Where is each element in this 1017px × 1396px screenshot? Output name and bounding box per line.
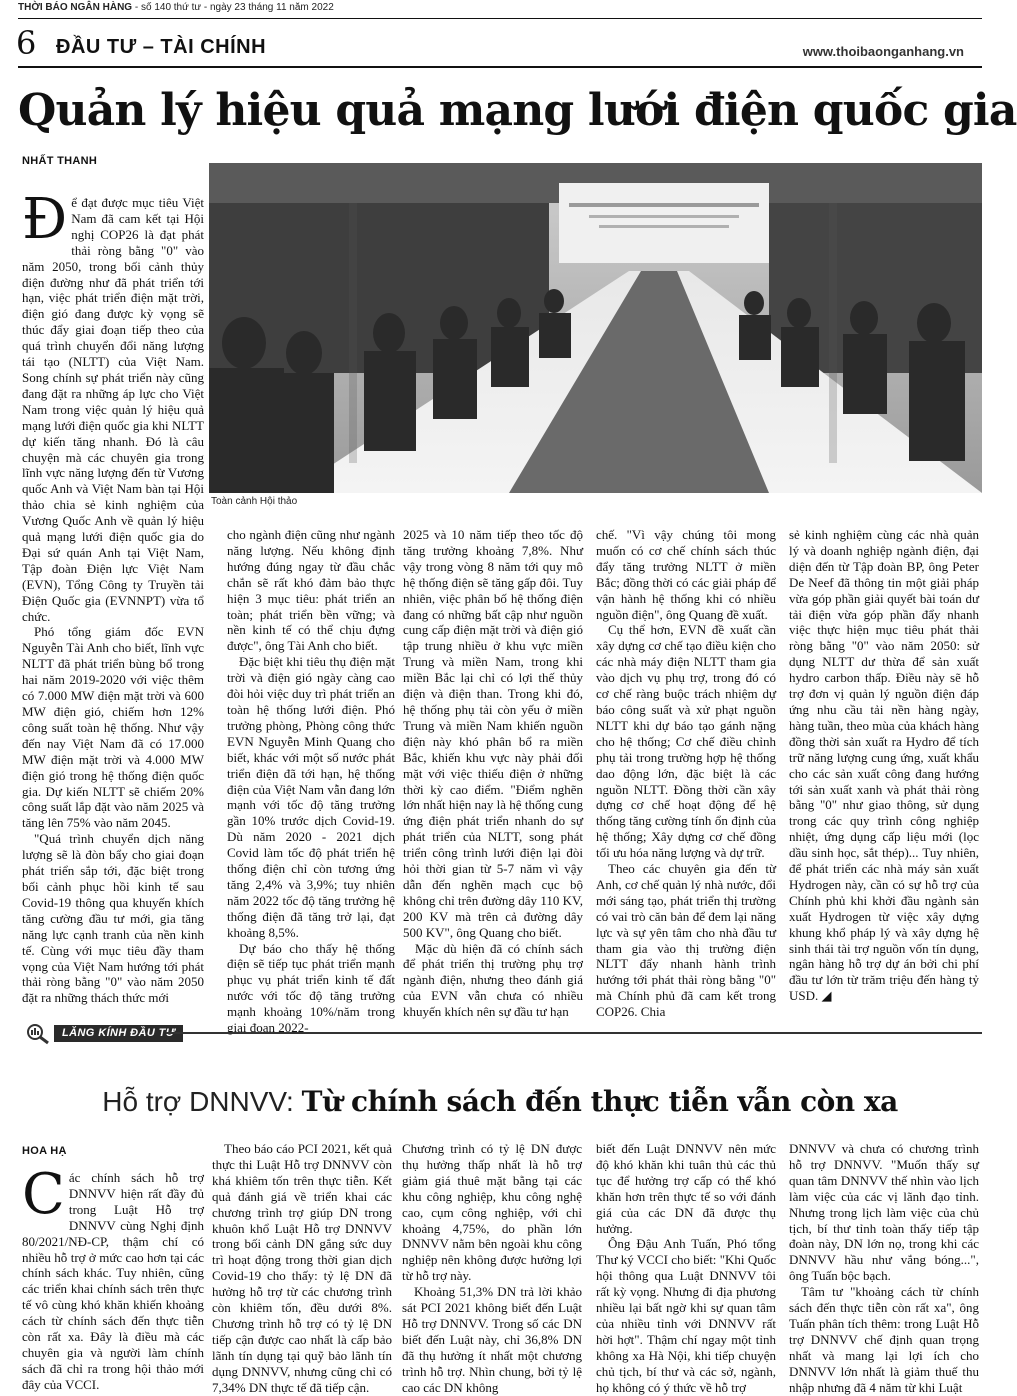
section-rule [18, 66, 982, 68]
headline: Quản lý hiệu quả mạng lưới điện quốc gia [18, 85, 1017, 136]
article1-col4-p1: chế. "Vì vậy chúng tôi mong muốn có cơ chế chính sách thúc đẩy tăng trưởng NLTT ở miền Bắc; đồng thời có các giải pháp để vận hành hệ thống khi có nhiều nguồn điện", ông Quang đề xuất. [596, 527, 776, 622]
byline: NHẤT THANH [22, 155, 98, 167]
article2-col2 [212, 1141, 392, 1395]
article1-col4-p2: Cụ thể hơn, EVN đề xuất cần xây dựng cơ chế tạo điều kiện cho các nhà máy điện NLTT tham gia vào dịch vụ phụ trợ, trong đó có cơ chế ràng buộc trách nhiệm dự báo công suất và xử phạt nguồn NLTT khi dự báo tạo gánh nặng cho hệ thống; Cơ chế điều chỉnh phụ tải trong trường hợp hệ thống dao động lớn, đặc biệt là các nguồn NLTT. Đồng thời cần xây dựng cơ chế hoạt động để hệ thống tăng cường tính ổn định của hệ thống; Xây dựng cơ chế đồng tối ưu hóa năng lượng và dự trữ. [596, 622, 776, 861]
article1-col2-p1: cho ngành điện cũng như ngành năng lượng. Nếu không định hướng đúng ngay từ đầu chắc chắn sẽ rất khó đảm bảo thực hiện 3 mục tiêu: phát triển an toàn; phát triển bền vững; và nền kinh tế có thể chịu đựng được", ông Tài Anh cho biết. [227, 527, 395, 654]
dropcap-2: C [22, 1162, 65, 1227]
article2-col2-p1: Theo báo cáo PCI 2021, kết quả thực thi Luật Hỗ trợ DNNVV còn khá khiêm tốn trên thực tiễn. Kết quả đánh giá về triển khai các chương trình trợ giúp DN trong khuôn khổ Luật Hỗ trợ DNNVV trong bối cảnh DN gắng sức duy trì hoạt động trong thời gian dịch Covid-19 cho thấy: tỷ lệ DN đã hưởng hỗ trợ từ các chương trình còn khiêm tốn, đều dưới 8%. Chương trình hỗ trợ có tỷ lệ DN tiếp cận được cao nhất là cấp bảo lãnh tín dụng tại quỹ bảo lãnh tín dụng DNNVV, nhưng cũng chỉ có 7,34% DN thực tế đã tiếp cận. [212, 1141, 392, 1395]
article2-col5-p1: DNNVV và chưa có chương trình hỗ trợ DNNVV. "Muốn thấy sự quan tâm DNNVV thế nhìn vào lịch làm việc của các vị lãnh đạo tỉnh. Nhưng trong lịch làm việc của chủ tịch, bí thư tỉnh toàn thấy tiếp tập đoàn này, DN lớn nọ, trong khi các DNNVV hầu như vắng bóng...", ông Tuấn bộc bạch. [789, 1141, 979, 1284]
article1-col5 [789, 527, 979, 1004]
article1-col4 [596, 527, 776, 1020]
article1-col2 [227, 527, 395, 1036]
article1-col1-p2: Phó tổng giám đốc EVN Nguyễn Tài Anh cho biết, lĩnh vực NLTT đã phát triển bùng bổ trong hai năm 2019-2020 với việc thêm có 7.000 MW điện mặt trời và 600 MW điện gió, chiếm hơn 12% công suất toàn hệ thống. Như vậy đến nay Việt Nam đã có 17.000 MW điện mặt trời và 4.000 MW điện gió trong hệ thống điện quốc gia. Dự kiến NLTT sẽ chiếm 20% công suất lắp đặt vào năm 2025 và tăng lên 75% vào năm 2045. [22, 624, 204, 831]
article2-col4-p2: Ông Đậu Anh Tuấn, Phó tổng Thư ký VCCI cho biết: "Khi Quốc hội thông qua Luật DNNVV tôi rất kỳ vọng. Nhưng đi địa phương nhiều lại bất ngờ khi sự quan tâm của nhiều tỉnh với DNNVV rất hời hợt". Thậm chí ngay một tỉnh không xa Hà Nội, khi tiếp chuyện chủ tịch, bí thư và các sở, ngành, họ không có ý thức về hỗ trợ [596, 1236, 776, 1395]
article2-col4-p1: biết đến Luật DNNVV nên mức độ khó khăn khi tuân thủ các thủ tục để hưởng trợ cấp có thể khó khăn hơn trên thực tế so với đánh giá của các DN đã được thụ hưởng. [596, 1141, 776, 1236]
article2-col1-p1: ác chính sách hỗ trợ DNNVV hiện rất đầy đủ trong Luật Hỗ trợ DNNVV cùng Nghị định 80/2021/NĐ-CP, thậm chí có nhiều hỗ trợ ở mức cao hơn tại các chính sách khác. Tuy nhiên, cũng các triển khai chính sách trên thực tế vô cùng khó khăn khiến khoảng cách từ chính sách đến thực tiễn còn rất xa. Đây là điều mà các chuyên gia và người làm chính sách đã chỉ ra trong hội thảo mới đây của VCCI. [22, 1170, 204, 1392]
masthead-issue: - số 140 thứ tư - ngày 23 tháng 11 năm 2022 [132, 2, 334, 13]
masthead [18, 2, 982, 16]
article1-col1-p1: ể đạt được mục tiêu Việt Nam đã cam kết tại Hội nghị COP26 là đạt phát thải ròng bằng "0" vào năm 2050, trong bối cảnh thủy điện đường như đã phát triển tới hạn, việc phát triển điện mặt trời, điện gió đang được kỳ vọng sẽ thúc đẩy giai đoạn tiếp theo của quá trình chuyển đổi năng lượng tái tạo (NLTT) của Việt Nam. Song chính sự phát triển này cũng đang đặt ra những áp lực cho Việt Nam trong việc quản lý hiệu quả mạng lưới điện quốc gia khi NLTT dự kiến tăng nhanh. Đó là câu chuyện mà các chuyên gia trong lĩnh vực năng lượng đến từ Vương quốc Anh và Việt Nam bàn tại Hội thảo chia sẻ kinh nghiệm của Vương Quốc Anh về quản lý hiệu quả mạng lưới điện quốc gia do Đại sứ quán Anh tại Việt Nam, Tập đoàn Điện lực Việt Nam (EVN), Tổng Công ty Truyền tải Điện Quốc gia (EVNNPT) vừa tổ chức. [22, 195, 204, 624]
masthead-paper: THỜI BÁO NGÂN HÀNG [18, 2, 133, 13]
article2-col4 [596, 1141, 776, 1395]
page-number: 6 [16, 24, 37, 62]
section-title: ĐẦU TƯ – TÀI CHÍNH [56, 36, 267, 58]
article1-col5-p1: sẻ kinh nghiệm cùng các nhà quản lý và doanh nghiệp ngành điện, đại diện đến từ Tập đoàn BP, ông Peter De Neef đã thông tin một giải pháp vừa góp phần giải quyết bài toán dư tải điện vừa góp phần đẩy nhanh việc thực hiện mục tiêu phát thải ròng bằng "0" vào năm 2050: sử dụng NLTT dư thừa để sản xuất hydro carbon thấp. Điều này sẽ hỗ trợ đơn vị quản lý nguồn điện đáp ứng nhu cầu tải nền hàng ngày, hàng tuần, theo mùa của khách hàng đồng thời sản xuất ra Hydro để tích trữ năng lượng cung ứng, xuất khẩu cho các sản xuất công đang hướng tới sản xuất xanh và phát thải ròng bằng "0" như giao thông, sử dụng trong các quy trình công nghiệp nhiệt, ứng dụng cấp liệu mới (lọc dầu sinh học, sắt thép)... Tuy nhiên, để phát triển các nhà máy sản xuất Hydrogen này, cần có sự hỗ trợ của Chính phủ khi khởi đầu ngành sản xuất Hydrogen từ việc xây dựng khung khổ pháp lý và xây dựng hệ sinh thái tài trợ nguồn vốn tín dụng, ngân hàng hỗ trợ dự án bởi chi phí đầu tư lớn từ trăm triệu đến hàng tỷ USD. [789, 527, 979, 1004]
article2-col1 [22, 1162, 204, 1392]
lang-kinh-rule [166, 1032, 982, 1034]
conference-photo [209, 163, 982, 493]
lang-kinh-bar [18, 1022, 982, 1044]
section-url: www.thoibaonganhang.vn [802, 44, 964, 59]
lang-kinh-label: LĂNG KÍNH ĐẦU TƯ [54, 1025, 183, 1042]
masthead-rule [18, 18, 982, 19]
article1-col4-p3: Theo các chuyên gia đến từ Anh, cơ chế quản lý nhà nước, đổi mới sáng tạo, phát triển thị trường có vai trò căn bản để đem lại năng lực và sự yên tâm cho nhà đầu tư tham gia vào thị trường điện NLTT đẩy nhanh hành trình hướng tới phát thải ròng bằng "0" mà Chính phủ đã cam kết trong COP26. Chia [596, 861, 776, 1020]
article1-col1 [22, 187, 204, 1006]
article1-col2-p3: Dự báo cho thấy hệ thống điện sẽ tiếp tục phát triển mạnh phục vụ phát triển kinh tế đất nước với tốc độ tăng trưởng mạnh khoảng 10%/năm trong giai đoạn 2022- [227, 940, 395, 1036]
byline-2: HOA HẠ [22, 1145, 67, 1157]
article2-col3-p2: Khoảng 51,3% DN trả lời khảo sát PCI 2021 không biết đến Luật Hỗ trợ DNNVV. Trong số các DN biết đến Luật này, chỉ 36,8% DN đã thụ hưởng ít nhất một chương trình hỗ trợ. Nhìn chung, bởi tỷ lệ cao các DN không [402, 1284, 582, 1395]
article1-col3 [403, 527, 583, 1020]
article-photo [209, 163, 982, 493]
headline-2-part1: Hỗ trợ DNNVV: [102, 1086, 302, 1117]
article1-col2-p2: Đặc biệt khi tiêu thụ điện mặt trời và điện gió ngày càng cao đòi hỏi việc duy trì phát triển an toàn hệ thống lưới điện. Phó trưởng phòng, Phòng công thức EVN Nguyễn Minh Quang cho biết, khác với một số nước phát triển điện đã tới hạn, hệ thống điện của Việt Nam vẫn đang lớn mạnh với tốc độ tăng trưởng gần 10% trước dịch Covid-19. Dù năm 2020 - 2021 dịch Covid làm tốc độ phát triển hệ thống điện chỉ còn tương ứng tăng 2,4% và 3,9%; tuy nhiên năm 2022 tốc độ tăng trưởng hệ thống điện đã tăng trở lại, đạt khoảng 8,5%. [227, 654, 395, 940]
article2-col3 [402, 1141, 582, 1395]
headline-2-part2: Từ chính sách đến thực tiễn vẫn còn xa [301, 1085, 898, 1118]
headline-2 [18, 1082, 982, 1123]
article2-col3-p1: Chương trình có tỷ lệ DN được thụ hưởng thấp nhất là hỗ trợ giảm giá thuê mặt bằng tại các khu công nghiệp, khu công nghệ cao, cụm công nghiệp, với chỉ khoảng 4,75%, do phần lớn DNNVV nằm bên ngoài khu công nghiệp nên không được hưởng lợi từ hỗ trợ này. [402, 1141, 582, 1284]
article1-col3-p2: Mặc dù hiện đã có chính sách để phát triển thị trường phụ trợ ngành điện, nhưng theo đánh giá của EVN vẫn chưa có nhiều khuyến khích nên sự đầu tư hạn [403, 940, 583, 1020]
article2-col5 [789, 1141, 979, 1395]
end-mark: ◢ [821, 988, 832, 1004]
article1-col1-p3: "Quá trình chuyển dịch năng lượng sẽ là đòn bẩy cho giai đoạn phát triển sắp tới, đặc biệt trong bối cảnh phục hồi kinh tế sau Covid-19 thông qua khuyến khích tăng cường đầu tư mới, gia tăng năng lực cạnh tranh của nền kinh tế. Cùng với mục tiêu đầy tham vọng của Việt Nam hướng tới phát thải ròng bằng "0" vào năm 2050 đặt ra những thách thức mới [22, 831, 204, 1006]
magnifier-icon [22, 1022, 52, 1044]
article1-col3-p1: 2025 và 10 năm tiếp theo tốc độ tăng trưởng khoảng 7,8%. Như vậy trong vòng 8 năm tới quy mô hệ thống điện sẽ tăng gấp đôi. Tuy nhiên, việc phân bố hệ thống điện đang có những bất cập như nguồn cung cấp điện mặt trời và điện gió tập trung nhiều ở khu vực miền Trung và miền Nam, trong khi miền Bắc lại chỉ có lợi thế thủy điện và điện than. Trong khi đó, hệ thống phụ tải còn yếu ở miền Trung và miền Nam khiến nguồn điện này khó phân bổ ra miền Bắc, khiến khu vực này phải đối mặt với việc thiếu điện ở những thời kỳ cao điểm. "Điểm nghẽn lớn nhất hiện nay là hệ thống cung ứng điện phát triển nhanh do sự phát triển của NLTT, song phát triển công trình lưới điện lại đòi hỏi thời gian từ 5-7 năm vì vậy dẫn đến nghẽn mạch cục bộ không chỉ trên đường dây 110 KV, 200 KV mà trên cả đường dây 500 KV", ông Quang cho biết. [403, 527, 583, 940]
dropcap: Đ [22, 187, 68, 252]
article2-col5-p2: Tâm tư "khoảng cách từ chính sách đến thực tiễn còn rất xa", ông Tuấn phân tích thêm: trong Luật Hỗ trợ DNNVV chế định quan trọng nhất và mang lại lợi ích cho DNNVV lớn nhất là giảm thuế thu nhập nhưng đã 4 năm từ khi Luật [789, 1284, 979, 1395]
photo-caption: Toàn cảnh Hội thảo [211, 496, 298, 507]
